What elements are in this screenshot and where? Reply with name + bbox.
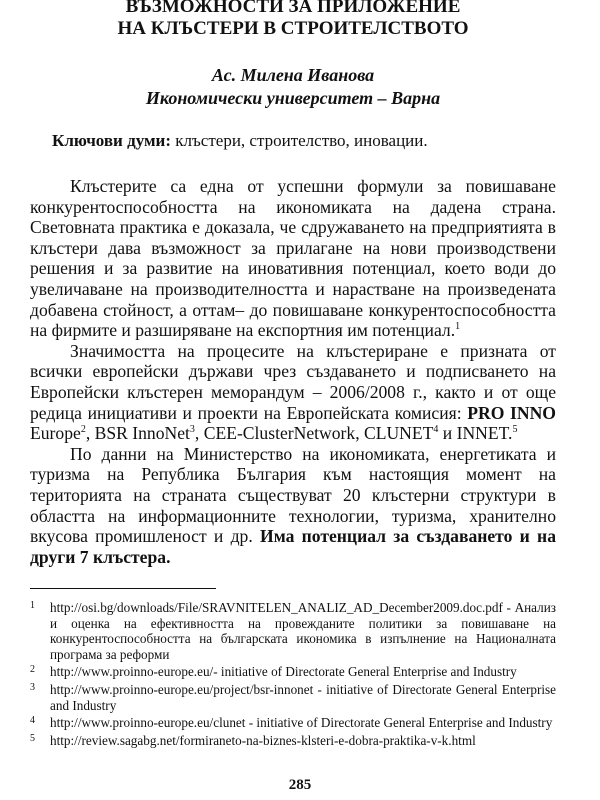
author-name: Ас. Милена Иванова bbox=[211, 65, 375, 85]
keywords-text: клъстери, строителство, иновации. bbox=[171, 131, 428, 150]
footnote-4 bbox=[30, 715, 556, 731]
innet-label: и INNET. bbox=[438, 423, 513, 444]
author-block bbox=[30, 64, 556, 110]
keywords-label: Ключови думи: bbox=[52, 131, 172, 150]
title-block bbox=[30, 0, 556, 40]
paragraph-2-text: Значимостта на процесите на клъстериране е призната от всички европейски държави чрез създаването и подписването на Европейски клъстерен меморандум – 2006/2008 г., както и от още редица инициативи и проекти на Европейската комисия: bbox=[30, 340, 556, 423]
footnote-ref-2[interactable]: 2 bbox=[80, 424, 86, 436]
footnote-2 bbox=[30, 664, 556, 680]
paragraph-1-text: Клъстерите са една от успешни формули за повишаване конкурентоспособността на икономиката на дадена страна. Световната практика е доказала, че сдружаването на предприятията в клъстери дава възможност за прилагане на нови производствени решения и за развитие на иновативния потенциал, което води до увеличаване на производителността и нарастване на произведената добавена стойност, а оттам– до повишаване конкурентоспособността на фирмите и разширяване на експортния им потенциал. bbox=[30, 176, 556, 341]
title-line-2: НА КЛЪСТЕРИ В СТРОИТЕЛСТВОТО bbox=[117, 18, 469, 39]
footnote-ref-3[interactable]: 3 bbox=[189, 424, 195, 436]
footnote-5 bbox=[30, 733, 556, 749]
bsr-label: , BSR InnoNet bbox=[85, 423, 190, 444]
footnote-3 bbox=[30, 682, 556, 713]
footnotes bbox=[30, 600, 556, 750]
footnote-text[interactable]: http://review.sagabg.net/formiraneto-na-biznes-klsteri-e-dobra-praktika-v-k.html bbox=[50, 732, 476, 748]
keywords bbox=[30, 130, 556, 152]
footnote-number: 5 bbox=[30, 732, 35, 744]
footnote-ref-1[interactable]: 1 bbox=[455, 321, 461, 333]
footnote-text[interactable]: http://www.proinno-europe.eu/project/bsr-innonet - initiative of Directorate General Enterprise and Industry bbox=[50, 681, 556, 713]
cee-clunet-label: , CEE-ClusterNetwork, CLUNET bbox=[194, 423, 434, 444]
footnote-ref-5[interactable]: 5 bbox=[512, 424, 518, 436]
footnote-divider bbox=[30, 588, 216, 589]
europe-label: Europe bbox=[30, 423, 81, 444]
footnote-number: 1 bbox=[30, 600, 35, 611]
paragraph-2 bbox=[30, 341, 556, 444]
paragraph-3-text: По данни на Министерство на икономиката, енергетиката и туризма на Република България към настоящия момент на територията на страната съществуват 20 клъстерни структури в областта на информационните технологии, туризма, хранително вкусова промишленост и др. bbox=[30, 443, 556, 547]
title-line-1: ВЪЗМОЖНОСТИ ЗА ПРИЛОЖЕНИЕ bbox=[125, 0, 461, 17]
footnote-number: 4 bbox=[30, 715, 35, 727]
pro-inno-label: PRO INNO bbox=[467, 402, 556, 423]
footnote-number: 3 bbox=[30, 681, 35, 693]
footnote-number: 2 bbox=[30, 664, 35, 676]
body-text bbox=[30, 176, 556, 567]
paragraph-1 bbox=[30, 176, 556, 341]
footnote-1 bbox=[30, 600, 556, 662]
paragraph-3 bbox=[30, 444, 556, 568]
footnote-text[interactable]: http://osi.bg/downloads/File/SRAVNITELEN_ANALIZ_AD_December2009.doc.pdf - Анализ и оценка на ефективността на провежданите политики за повишаване на конкурентоспособността на българската икономика в изпълнение на Националната програма за реформи bbox=[50, 600, 556, 662]
footnote-text[interactable]: http://www.proinno-europe.eu/clunet - initiative of Directorate General Enterprise and Industry bbox=[50, 715, 553, 731]
paragraph-3-bold: Има потенциал за създаването и на други 7 клъстера. bbox=[30, 526, 556, 567]
footnote-ref-4[interactable]: 4 bbox=[433, 424, 439, 436]
author-affiliation: Икономически университет – Варна bbox=[145, 88, 441, 108]
footnote-text[interactable]: http://www.proinno-europe.eu/- initiative of Directorate General Enterprise and Industry bbox=[50, 664, 517, 680]
page-number: 285 bbox=[288, 777, 312, 793]
